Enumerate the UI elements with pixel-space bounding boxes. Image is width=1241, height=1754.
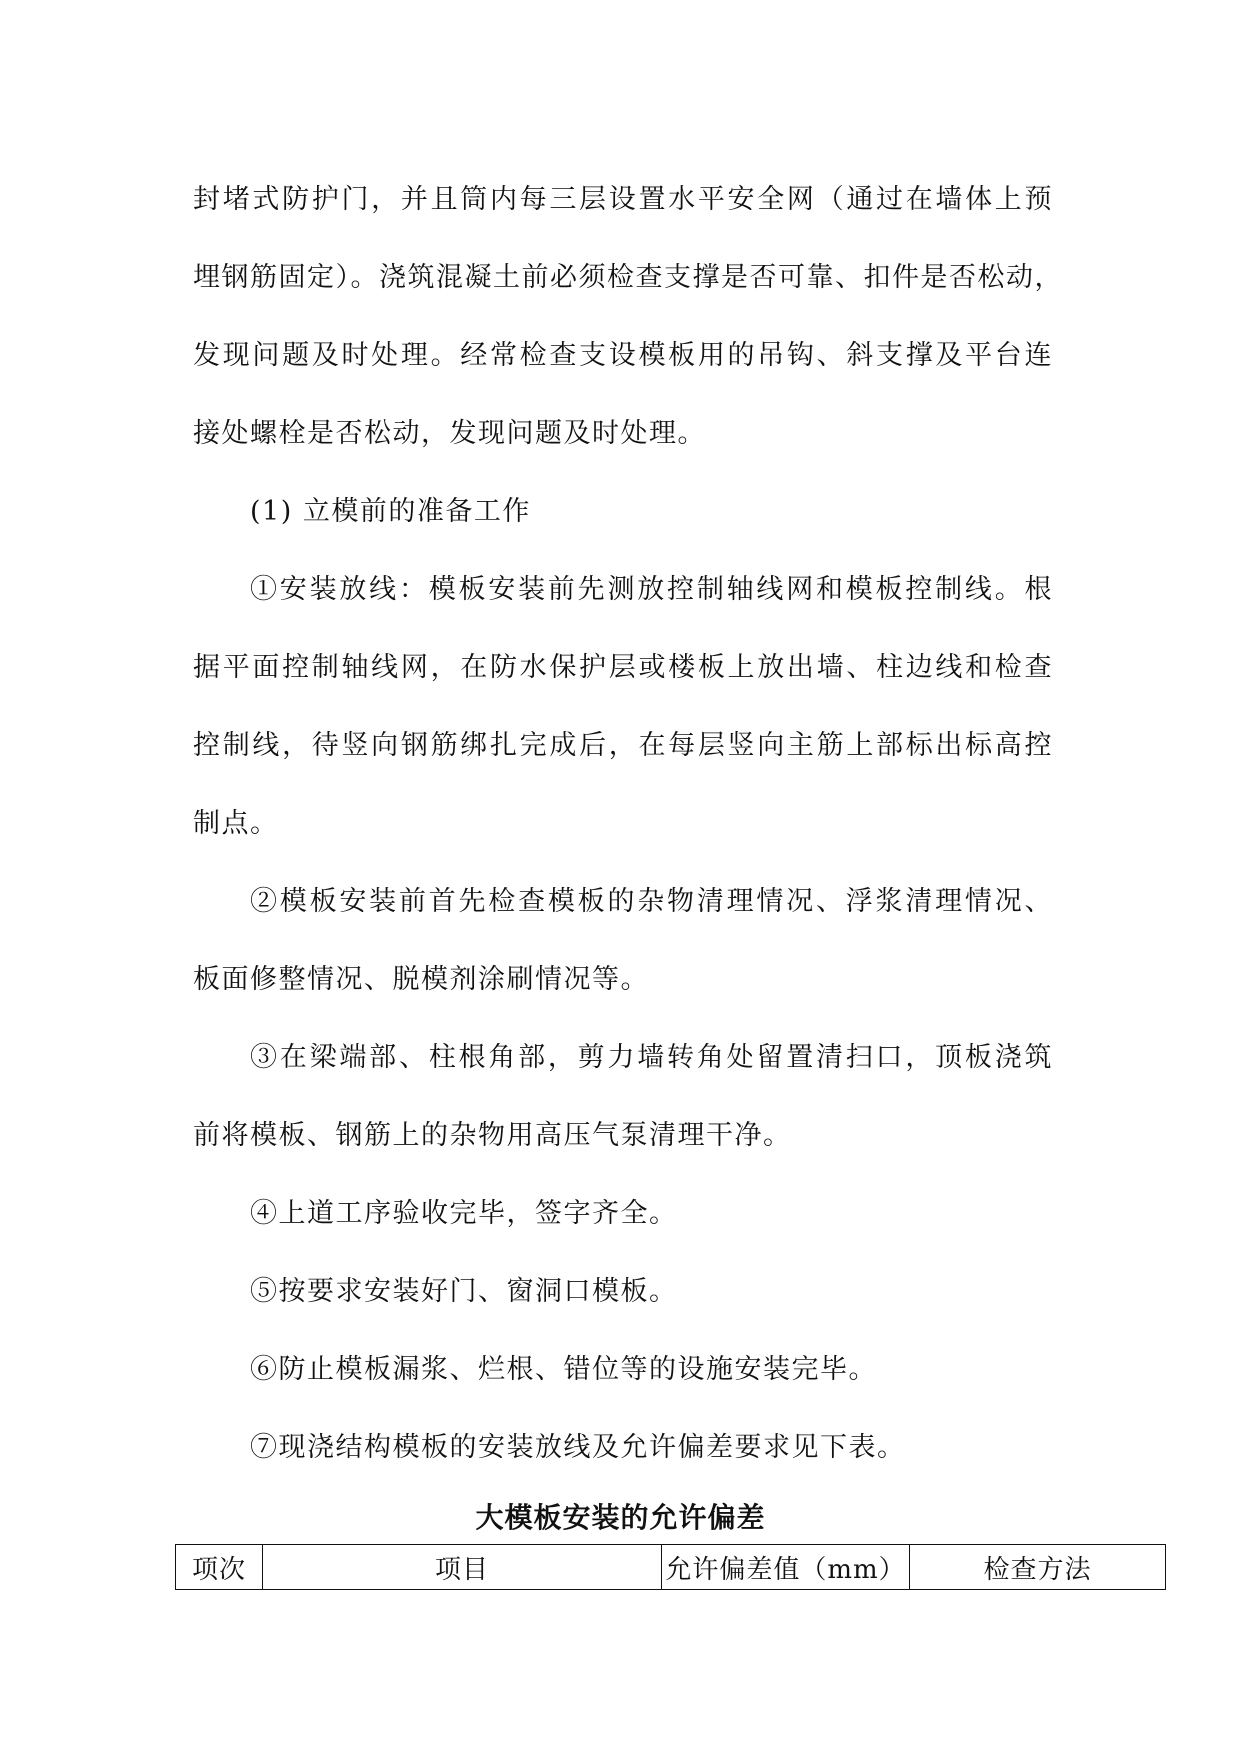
list-item-line: ②模板安装前首先检查模板的杂物清理情况、浮浆清理情况、: [250, 886, 1053, 917]
section-heading: (1) 立模前的准备工作: [250, 496, 531, 527]
table-title: 大模板安装的允许偏差: [475, 1501, 766, 1534]
list-item-line: ③在梁端部、柱根角部，剪力墙转角处留置清扫口，顶板浇筑: [250, 1042, 1053, 1073]
paragraph-line: 发现问题及时处理。经常检查支设模板用的吊钩、斜支撑及平台连: [193, 340, 1053, 371]
list-item-line: 前将模板、钢筋上的杂物用高压气泵清理干净。: [193, 1120, 792, 1151]
table-header-row: [176, 1545, 1166, 1590]
list-item-line: 控制线，待竖向钢筋绑扎完成后，在每层竖向主筋上部标出标高控: [193, 730, 1053, 761]
column-header-method: 检查方法: [910, 1545, 1166, 1590]
list-item-line: 制点。: [193, 808, 279, 839]
deviation-table: [175, 1544, 1166, 1590]
column-header-deviation: 允许偏差值（mm）: [662, 1545, 910, 1590]
column-header-item: 项目: [263, 1545, 662, 1590]
paragraph-line: 埋钢筋固定）。浇筑混凝土前必须检查支撑是否可靠、扣件是否松动，: [193, 262, 1063, 293]
list-item-line: ④上道工序验收完毕，签字齐全。: [250, 1198, 678, 1229]
paragraph-line: 封堵式防护门，并且筒内每三层设置水平安全网（通过在墙体上预: [193, 184, 1053, 215]
list-item-line: 据平面控制轴线网，在防水保护层或楼板上放出墙、柱边线和检查: [193, 652, 1053, 683]
list-item-line: ⑤按要求安装好门、窗洞口模板。: [250, 1276, 678, 1307]
column-header-index: 项次: [176, 1545, 263, 1590]
list-item-line: ⑥防止模板漏浆、烂根、错位等的设施安装完毕。: [250, 1354, 877, 1385]
paragraph-line: 接处螺栓是否松动，发现问题及时处理。: [193, 418, 706, 449]
list-item-line: ⑦现浇结构模板的安装放线及允许偏差要求见下表。: [250, 1432, 906, 1463]
list-item-line: 板面修整情况、脱模剂涂刷情况等。: [193, 964, 649, 995]
list-item-line: ①安装放线：模板安装前先测放控制轴线网和模板控制线。根: [250, 574, 1053, 605]
